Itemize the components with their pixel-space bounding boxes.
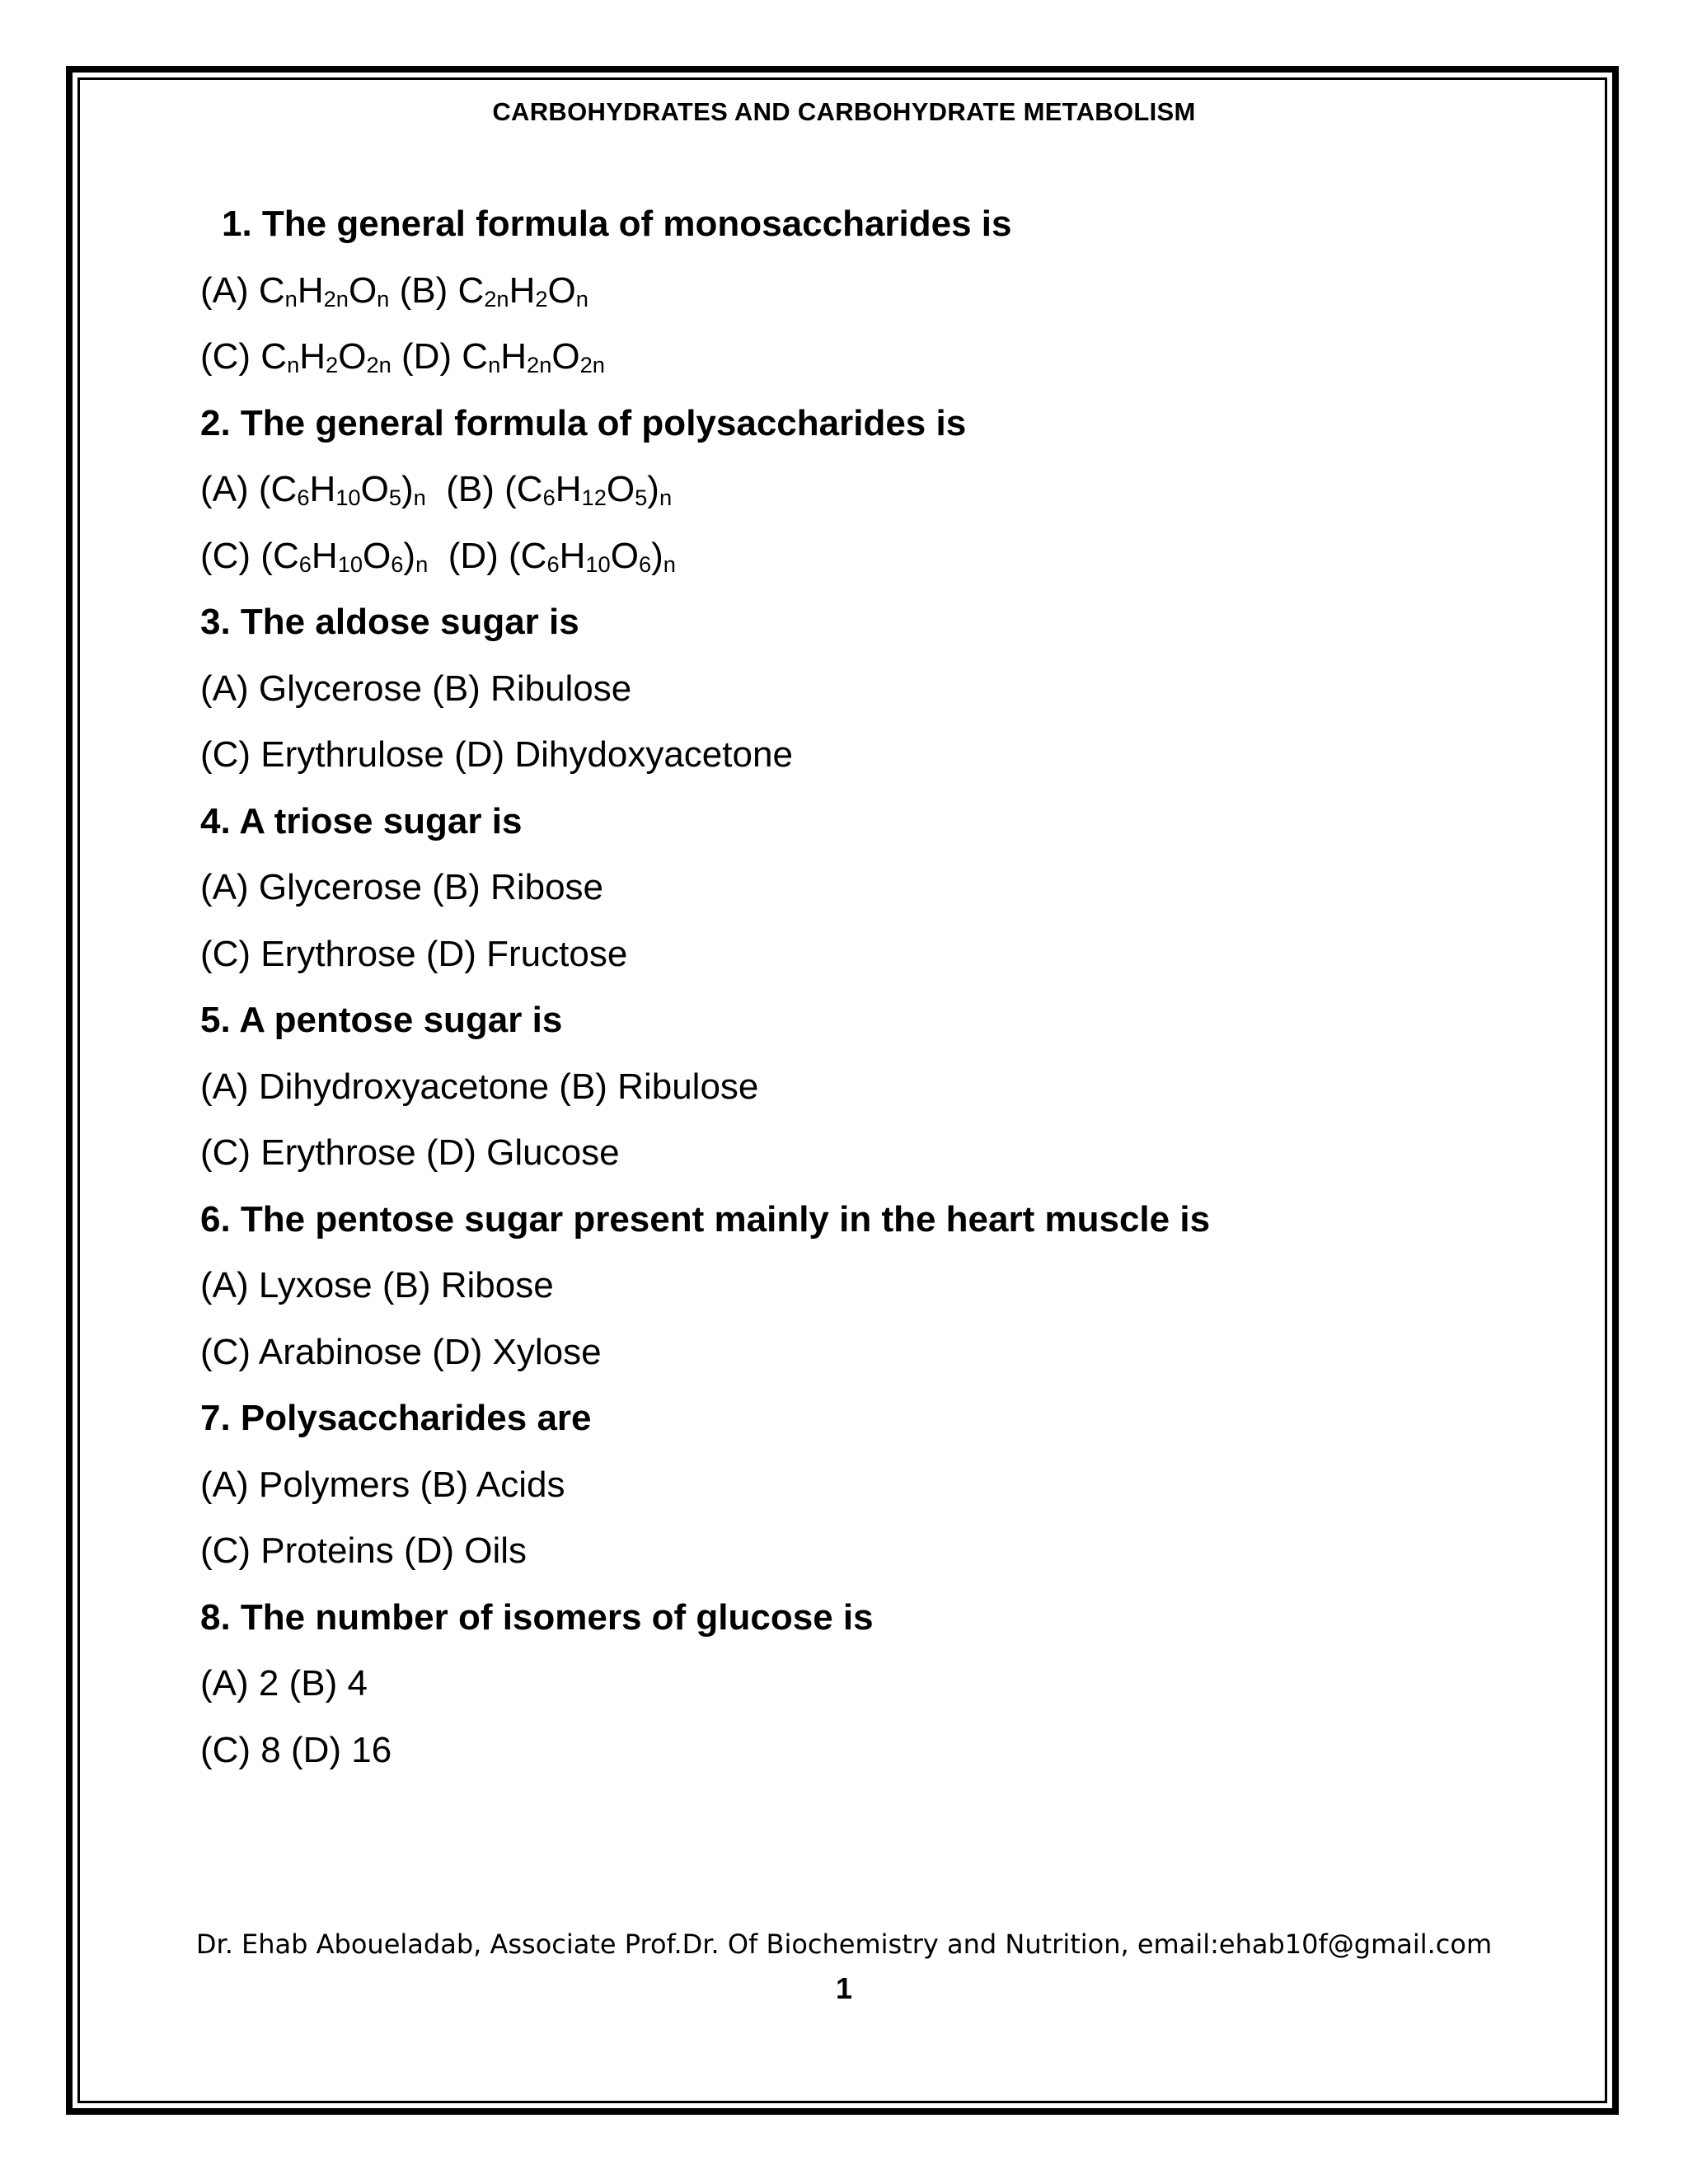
question-2-options-c-d: (C) $(C_6H_{10}O_6)_n$ (D) $(C_6H_{10}O_6)_n$ <box>200 535 676 577</box>
question-6-options-c-d: (C) Arabinose (D) Xylose <box>200 1331 602 1372</box>
question-3-options-a-b: (A) Glycerose (B) Ribulose <box>200 668 632 709</box>
question-5: 5. A pentose sugar is <box>200 1000 563 1040</box>
question-7-options-c-d: (C) Proteins (D) Oils <box>200 1530 528 1571</box>
question-4-options-c-d: (C) Erythrose (D) Fructose <box>200 933 628 974</box>
page-number: 1 <box>835 1971 853 2005</box>
question-7: 7. Polysaccharides are <box>200 1398 592 1438</box>
question-6: 6. The pentose sugar present mainly in the heart muscle is <box>200 1198 1211 1240</box>
question-list <box>200 191 1560 1783</box>
question-3-options-c-d: (C) Erythrulose (D) Dihydoxyacetone <box>200 734 793 775</box>
question-8: 8. The number of isomers of glucose is <box>200 1596 874 1638</box>
page-header: CARBOHYDRATES AND CARBOHYDRATE METABOLISM <box>492 97 1196 126</box>
question-5-options-a-b: (A) Dihydroxyacetone (B) Ribulose <box>200 1066 759 1107</box>
question-3: 3. The aldose sugar is <box>200 602 579 642</box>
question-4-options-a-b: (A) Glycerose (B) Ribose <box>200 867 604 907</box>
question-8-options-c-d: (C) 8 (D) 16 <box>200 1729 392 1770</box>
question-8-options-a-b: (A) 2 (B) 4 <box>200 1663 368 1704</box>
question-7-options-a-b: (A) Polymers (B) Acids <box>200 1464 565 1505</box>
question-2: 2. The general formula of polysaccharides is <box>200 402 967 443</box>
question-6-options-a-b: (A) Lyxose (B) Ribose <box>200 1265 554 1305</box>
question-4: 4. A triose sugar is <box>200 800 523 841</box>
question-2-options-a-b: (A) $(C_6H_{10}O_5)_n$ (B) $(C_6H_{12}O_5)_n$ <box>200 469 673 510</box>
question-1-options-c-d: (C) $C_nH_2O_{2n}$ (D) $C_nH_{2n}O_{2n}$ <box>200 336 605 377</box>
question-5-options-c-d: (C) Erythrose (D) Glucose <box>200 1132 620 1173</box>
page-footer-author: Dr. Ehab Aboueladab, Associate Prof.Dr. Of Biochemistry and Nutrition, email:ehab10f@gmail.com <box>195 1929 1493 1960</box>
question-1: 1. The general formula of monosaccharides is <box>222 204 1012 244</box>
question-1-options-a-b: (A) $C_nH_{2n}O_n$ (B) $C_{2n}H_2O_n$ <box>200 269 588 312</box>
